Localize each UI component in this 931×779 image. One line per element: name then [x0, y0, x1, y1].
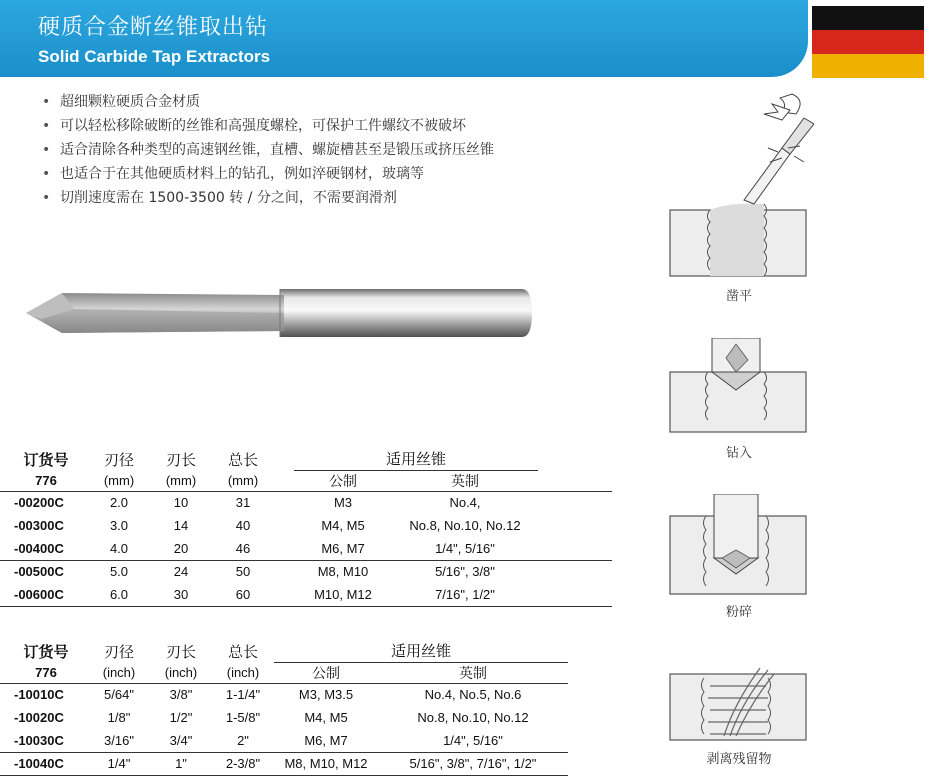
cut-diameter: 6.0 — [88, 583, 150, 606]
metric-thread: M3, M3.5 — [274, 683, 378, 706]
tap-extractor-drill-image — [22, 283, 534, 343]
order-code: -10020C — [14, 710, 64, 725]
col-order-number: 776 — [35, 664, 57, 680]
cut-length: 10 — [150, 491, 212, 514]
col-len-unit: (mm) — [165, 472, 197, 488]
cut-diameter: 3/16" — [104, 732, 134, 748]
metric-thread: M3 — [294, 491, 392, 514]
total-length: 31 — [212, 491, 274, 514]
metric-thread: M4, M5 — [321, 518, 365, 533]
step-chisel-illustration — [664, 92, 814, 278]
order-code: -10030C — [14, 732, 64, 748]
metric-thread: M6, M7 — [321, 540, 365, 556]
imperial-thread: No.8, No.10, No.12 — [417, 710, 529, 725]
metric-thread: M8, M10 — [294, 560, 392, 583]
imperial-thread: No.4, No.5, No.6 — [378, 683, 568, 706]
col-order-header: 订货号 — [23, 642, 69, 661]
col-imperial-header: 英制 — [459, 664, 487, 681]
step-label-strip: 剥离残留物 — [706, 752, 772, 767]
col-total-header: 总长 — [227, 450, 258, 469]
feature-item: • 可以轻松移除破断的丝锥和高强度螺栓，可保护工件螺纹不被破坏 — [42, 114, 494, 138]
total-length: 2-3/8" — [212, 752, 274, 775]
german-flag-icon — [812, 6, 924, 78]
col-order-header: 订货号 — [23, 450, 69, 469]
feature-item: • 也适合于在其他硬质材料上的钻孔，例如淬硬钢材，玻璃等 — [42, 162, 494, 186]
page-title-en: Solid Carbide Tap Extractors — [38, 47, 271, 66]
col-metric-header: 公制 — [329, 472, 357, 489]
table-row — [0, 491, 612, 514]
col-total-unit: (mm) — [227, 472, 259, 488]
order-code: -10040C — [0, 752, 88, 775]
table-row — [0, 729, 568, 752]
cut-length: 1/2" — [169, 710, 193, 725]
col-thread-header: 适用丝锥 — [274, 640, 568, 662]
flag-stripe-gold — [812, 54, 924, 78]
order-code: -00300C — [14, 518, 64, 533]
cut-length: 3/4" — [169, 732, 193, 748]
col-dia-header: 刃径 — [103, 642, 134, 661]
total-length: 1-1/4" — [212, 683, 274, 706]
total-length: 2" — [237, 732, 249, 748]
metric-thread: M8, M10, M12 — [274, 752, 378, 775]
cut-diameter: 1/8" — [107, 710, 131, 725]
step-strip-illustration — [664, 664, 814, 742]
step-crush-illustration — [664, 494, 814, 596]
spec-table-inch — [0, 640, 568, 776]
page-title-zh: 硬质合金断丝锥取出钻 — [38, 15, 269, 40]
metric-thread: M10, M12 — [294, 583, 392, 606]
order-code: -00400C — [14, 540, 64, 556]
col-order-number: 776 — [35, 472, 57, 488]
imperial-thread: 1/4", 5/16" — [443, 732, 503, 748]
feature-list — [42, 90, 494, 210]
flag-stripe-red — [812, 30, 924, 54]
order-code: -00600C — [0, 583, 88, 606]
table-row — [0, 583, 612, 606]
col-len-unit: (inch) — [164, 664, 198, 680]
step-label-chisel: 凿平 — [725, 289, 752, 304]
col-dia-unit: (mm) — [103, 472, 135, 488]
step-drill-illustration — [664, 338, 814, 434]
cut-length: 24 — [150, 560, 212, 583]
cut-diameter: 2.0 — [88, 491, 150, 514]
order-code: -10010C — [0, 683, 88, 706]
cut-length: 30 — [150, 583, 212, 606]
imperial-thread: No.4, — [392, 491, 538, 514]
total-length: 50 — [212, 560, 274, 583]
cut-length: 3/8" — [150, 683, 212, 706]
order-code: -00200C — [0, 491, 88, 514]
col-total-header: 总长 — [227, 642, 258, 661]
total-length: 40 — [235, 518, 251, 533]
order-code: -00500C — [0, 560, 88, 583]
imperial-thread: 7/16", 1/2" — [392, 583, 538, 606]
imperial-thread: 5/16", 3/8" — [392, 560, 538, 583]
table-row — [0, 752, 568, 775]
imperial-thread: No.8, No.10, No.12 — [409, 518, 521, 533]
table-row — [0, 514, 612, 537]
cut-length: 14 — [173, 518, 189, 533]
total-length: 46 — [235, 540, 251, 556]
cut-diameter: 5.0 — [88, 560, 150, 583]
metric-thread: M6, M7 — [304, 732, 348, 748]
cut-diameter: 3.0 — [109, 518, 129, 533]
col-len-header: 刃长 — [165, 642, 196, 661]
table-row — [0, 706, 568, 729]
col-metric-header: 公制 — [312, 664, 340, 681]
cut-diameter: 4.0 — [109, 540, 129, 556]
table-row — [0, 560, 612, 583]
col-len-header: 刃长 — [165, 450, 196, 469]
cut-diameter: 1/4" — [88, 752, 150, 775]
cut-length: 20 — [173, 540, 189, 556]
cut-length: 1" — [150, 752, 212, 775]
flag-stripe-black — [812, 6, 924, 30]
metric-thread: M4, M5 — [304, 710, 348, 725]
feature-item: • 切削速度需在 1500-3500 转 / 分之间，不需要润滑剂 — [42, 186, 494, 210]
spec-table-mm — [0, 448, 612, 607]
table-row — [0, 537, 612, 560]
imperial-thread: 5/16", 3/8", 7/16", 1/2" — [378, 752, 568, 775]
col-thread-header: 适用丝锥 — [294, 448, 538, 470]
title-banner — [0, 0, 808, 77]
total-length: 60 — [212, 583, 274, 606]
col-imperial-header: 英制 — [451, 472, 479, 489]
col-dia-header: 刃径 — [103, 450, 134, 469]
col-dia-unit: (inch) — [102, 664, 136, 680]
step-label-drill: 钻入 — [725, 446, 752, 461]
imperial-thread: 1/4", 5/16" — [435, 540, 495, 556]
step-label-crush: 粉碎 — [725, 605, 752, 620]
feature-item: • 超细颗粒硬质合金材质 — [42, 90, 494, 114]
table-row — [0, 683, 568, 706]
col-total-unit: (inch) — [226, 664, 260, 680]
total-length: 1-5/8" — [225, 710, 261, 725]
feature-item: • 适合清除各种类型的高速钢丝锥，直槽、螺旋槽甚至是锻压或挤压丝锥 — [42, 138, 494, 162]
cut-diameter: 5/64" — [88, 683, 150, 706]
